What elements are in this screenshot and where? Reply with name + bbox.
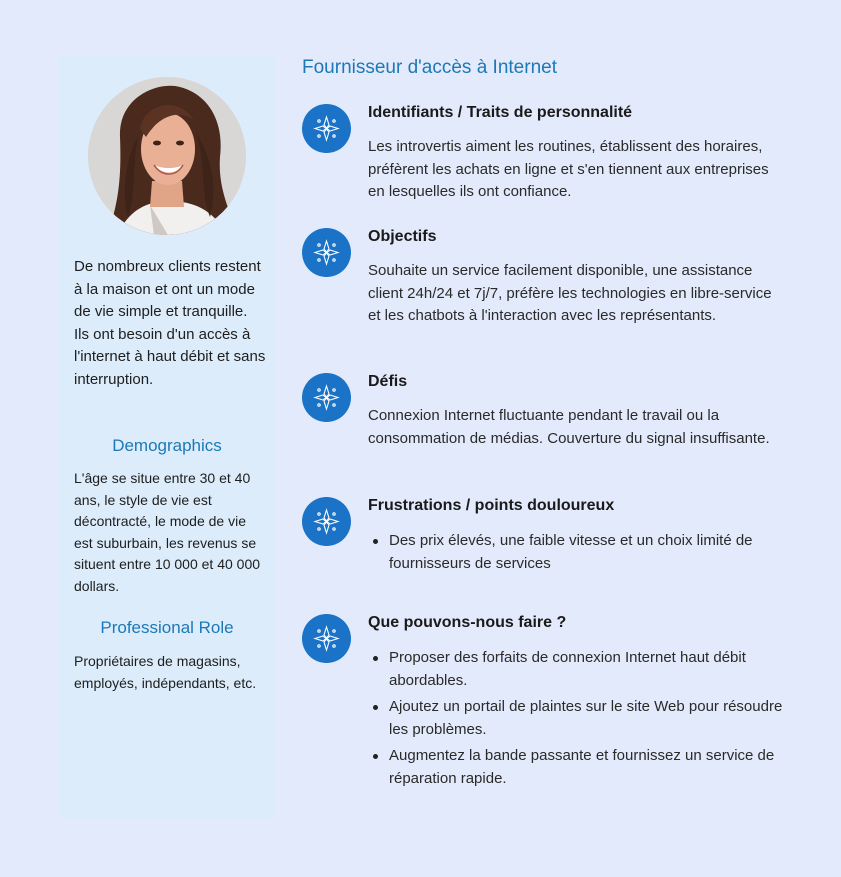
- section-title: Que pouvons-nous faire ?: [368, 614, 567, 631]
- persona-intro-text: De nombreux clients restent à la maison et ont un mode de vie simple et tranquille. Ils ont besoin d'un accès à l'internet à haut débit et sans interruption.: [74, 258, 266, 388]
- demographics-text: L'âge se situe entre 30 et 40 ans, le style de vie est décontracté, le mode de vie est suburbain, les revenus se situent entre 10 000 et 40 000 dollars.: [74, 470, 261, 594]
- sparkle-icon: [302, 104, 351, 153]
- page-title: Fournisseur d'accès à Internet: [302, 57, 557, 78]
- section-body: Souhaite un service facilement disponible, une assistance client 24h/24 et 7j/7, préfère les technologies en libre-service et les chatbots à l'interaction avec les représentants.: [368, 262, 772, 324]
- woman-portrait-image: [88, 77, 246, 235]
- section-list: [368, 530, 788, 579]
- demographics-heading: Demographics: [112, 436, 222, 455]
- section-body: Les introvertis aiment les routines, établissent des horaires, préfèrent les achats en ligne et s'en tiennent aux entreprises en lesquelles ils ont confiance.: [368, 138, 769, 200]
- section-body: Connexion Internet fluctuante pendant le travail ou la consommation de médias. Couverture du signal insuffisante.: [368, 407, 770, 447]
- sparkle-icon: [302, 373, 351, 422]
- sparkle-icon: [302, 228, 351, 277]
- list-item: Des prix élevés, une faible vitesse et un choix limité de fournisseurs de services: [368, 530, 788, 575]
- professional-role-text: Propriétaires de magasins, employés, indépendants, etc.: [74, 653, 257, 691]
- section-title: Objectifs: [368, 228, 437, 245]
- section-title: Frustrations / points douloureux: [368, 497, 615, 514]
- section-title: Défis: [368, 373, 408, 390]
- persona-avatar: [88, 77, 246, 235]
- sparkle-icon: [302, 497, 351, 546]
- sparkle-icon: [302, 614, 351, 663]
- persona-sidebar: [58, 56, 276, 820]
- section-title: Identifiants / Traits de personnalité: [368, 104, 633, 121]
- list-item: Ajoutez un portail de plaintes sur le site Web pour résoudre les problèmes.: [368, 696, 788, 741]
- list-item: Augmentez la bande passante et fournissez un service de réparation rapide.: [368, 745, 788, 790]
- section-list: [368, 647, 788, 794]
- list-item: Proposer des forfaits de connexion Internet haut débit abordables.: [368, 647, 788, 692]
- professional-role-heading: Professional Role: [100, 618, 234, 637]
